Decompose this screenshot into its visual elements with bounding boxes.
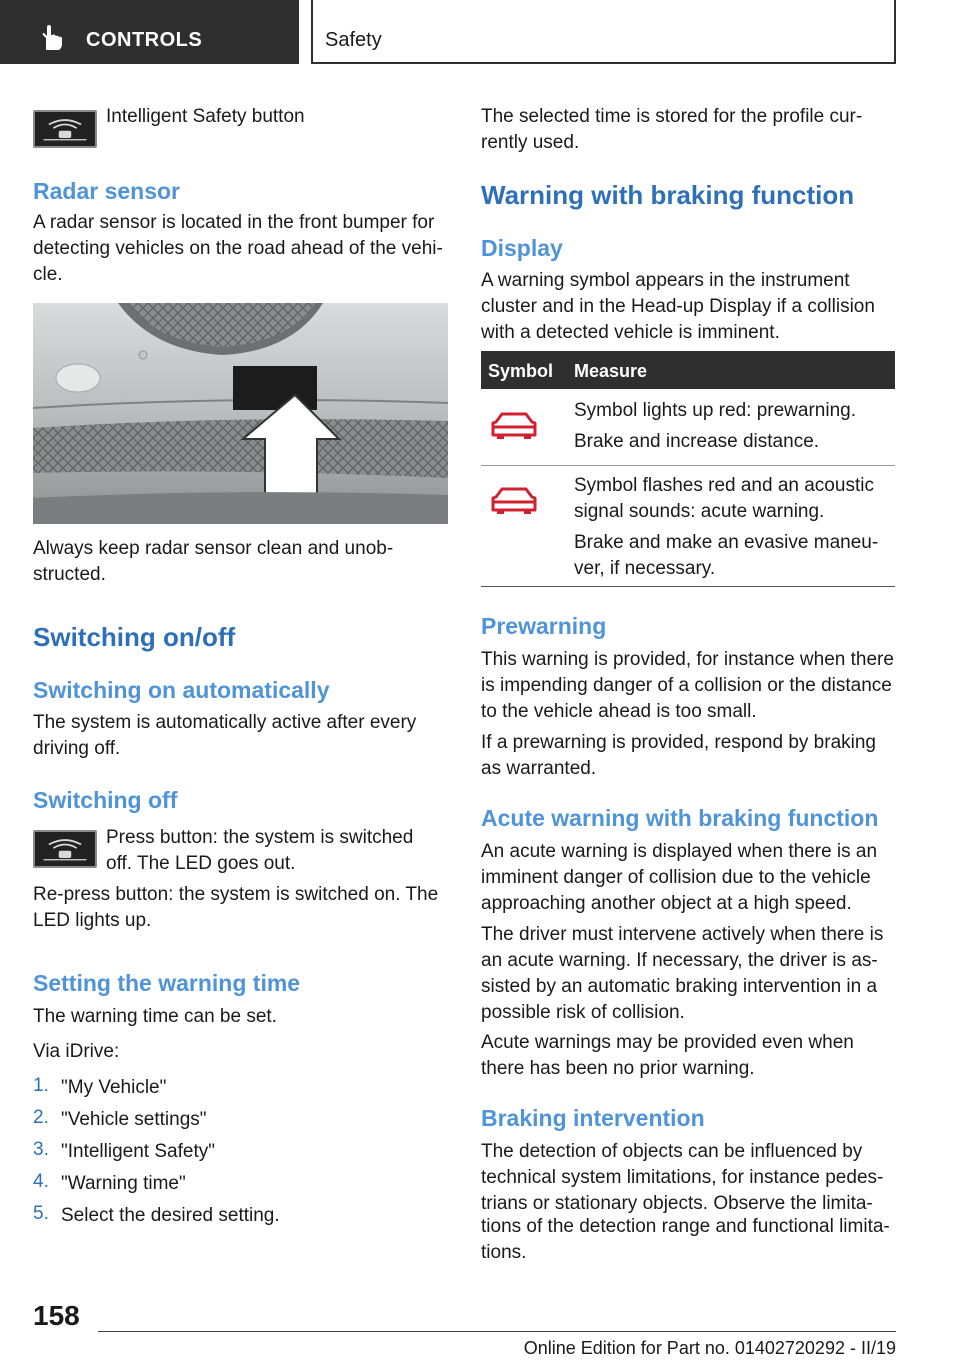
prewarning-text-1: This warning is provided, for instance when there <box>481 649 894 670</box>
repress-text-1: Re-press button: the system is switched on. The <box>33 884 439 905</box>
footer-rule <box>98 1331 896 1332</box>
display-text-2: cluster and in the Head-up Display if a collision <box>481 296 875 317</box>
display-heading: Display <box>481 235 563 261</box>
row2-text-b1: Brake and make an evasive maneu‐ <box>574 532 879 553</box>
page-number: 158 <box>33 1300 80 1331</box>
radar-heading: Radar sensor <box>33 178 181 204</box>
acute-warning-heading: Acute warning with braking function <box>481 805 879 831</box>
braking-text-1: The detection of objects can be influenced by <box>481 1141 863 1162</box>
warning-time-heading: Setting the warning time <box>33 970 301 996</box>
row1-text-b: Brake and increase distance. <box>574 431 820 452</box>
row2-text-b2: ver, if necessary. <box>574 558 716 579</box>
keep-clean-2: structed. <box>33 564 106 585</box>
off-heading: Switching off <box>33 787 178 813</box>
braking-intervention-heading: Braking intervention <box>481 1105 705 1131</box>
step-text: "Intelligent Safety" <box>61 1141 215 1162</box>
collision-warning-car-icon-flashing <box>490 485 538 515</box>
acute-text-9: there has been no prior warning. <box>481 1058 755 1079</box>
column-symbol: Symbol <box>488 361 554 381</box>
intelligent-safety-button-icon <box>33 110 97 148</box>
radar-text-2: detecting vehicles on the road ahead of the vehi‐ <box>33 238 443 259</box>
table-header <box>481 351 895 389</box>
prewarning-text-4: If a prewarning is provided, respond by braking <box>481 732 877 753</box>
row2-text-a2: signal sounds: acute warning. <box>574 501 825 522</box>
step-text: "My Vehicle" <box>61 1077 167 1098</box>
braking-text-4: tions of the detection range and functional limita‐ <box>481 1216 890 1237</box>
edition-text: Online Edition for Part no. 01402720292 - II/19 <box>523 1338 896 1358</box>
off-text-2: off. The LED goes out. <box>106 853 296 874</box>
warning-braking-heading: Warning with braking function <box>481 180 855 210</box>
hand-icon <box>38 24 66 52</box>
radar-text-1: A radar sensor is located in the front bumper for <box>33 212 435 233</box>
auto-text-1: The system is automatically active after every <box>33 712 417 733</box>
acute-text-7: possible risk of collision. <box>481 1002 685 1023</box>
step-number: 3. <box>33 1139 49 1160</box>
table-divider <box>481 465 895 466</box>
display-text-3: with a detected vehicle is imminent. <box>481 322 780 343</box>
auto-text-2: driving off. <box>33 738 121 759</box>
acute-text-5: an acute warning. If necessary, the driver is as‐ <box>481 950 878 971</box>
radar-sensor-photo <box>33 303 448 524</box>
step-number: 2. <box>33 1107 49 1128</box>
step-number: 4. <box>33 1171 49 1192</box>
off-text-1: Press button: the system is switched <box>106 827 414 848</box>
acute-text-1: An acute warning is displayed when there is an <box>481 841 878 862</box>
acute-text-3: approaching another object at a high speed. <box>481 893 852 914</box>
intelligent-safety-button-icon-2 <box>33 830 97 868</box>
prewarning-text-3: to the vehicle ahead is too small. <box>481 701 757 722</box>
keep-clean-1: Always keep radar sensor clean and unob‐ <box>33 538 394 559</box>
via-idrive: Via iDrive: <box>33 1041 120 1062</box>
repress-text-2: LED lights up. <box>33 910 152 931</box>
chapter-box <box>311 0 896 64</box>
stored-text-2: rently used. <box>481 132 580 153</box>
step-number: 5. <box>33 1203 49 1224</box>
column-measure: Measure <box>574 361 648 381</box>
collision-warning-car-icon <box>490 410 538 440</box>
radar-text-3: cle. <box>33 264 63 285</box>
acute-text-8: Acute warnings may be provided even when <box>481 1032 854 1053</box>
braking-text-3: trians or stationary objects. Observe the limita‐ <box>481 1193 873 1214</box>
chapter-label: Safety <box>325 29 382 51</box>
acute-text-6: sisted by an automatic braking intervention in a <box>481 976 878 997</box>
prewarning-text-5: as warranted. <box>481 758 597 779</box>
auto-heading: Switching on automatically <box>33 677 330 703</box>
row1-text-a: Symbol lights up red: prewarning. <box>574 400 856 421</box>
stored-text-1: The selected time is stored for the profile cur‐ <box>481 106 863 127</box>
step-number: 1. <box>33 1075 49 1096</box>
braking-text-5: tions. <box>481 1242 527 1263</box>
step-text: Select the desired setting. <box>61 1205 280 1226</box>
row2-text-a1: Symbol flashes red and an acoustic <box>574 475 874 496</box>
prewarning-heading: Prewarning <box>481 613 607 639</box>
acute-text-4: The driver must intervene actively when there is <box>481 924 884 945</box>
section-tab <box>0 0 299 64</box>
display-text-1: A warning symbol appears in the instrument <box>481 270 850 291</box>
button-caption: Intelligent Safety button <box>106 106 305 127</box>
warning-time-text: The warning time can be set. <box>33 1006 277 1027</box>
switching-heading: Switching on/off <box>33 622 236 652</box>
braking-text-2: technical system limitations, for instance pedes‐ <box>481 1167 884 1188</box>
table-bottom-rule <box>481 586 895 587</box>
section-label: CONTROLS <box>86 29 203 51</box>
prewarning-text-2: is impending danger of a collision or the distance <box>481 675 892 696</box>
step-text: "Warning time" <box>61 1173 186 1194</box>
step-text: "Vehicle settings" <box>61 1109 207 1130</box>
acute-text-2: imminent danger of collision due to the vehicle <box>481 867 871 888</box>
